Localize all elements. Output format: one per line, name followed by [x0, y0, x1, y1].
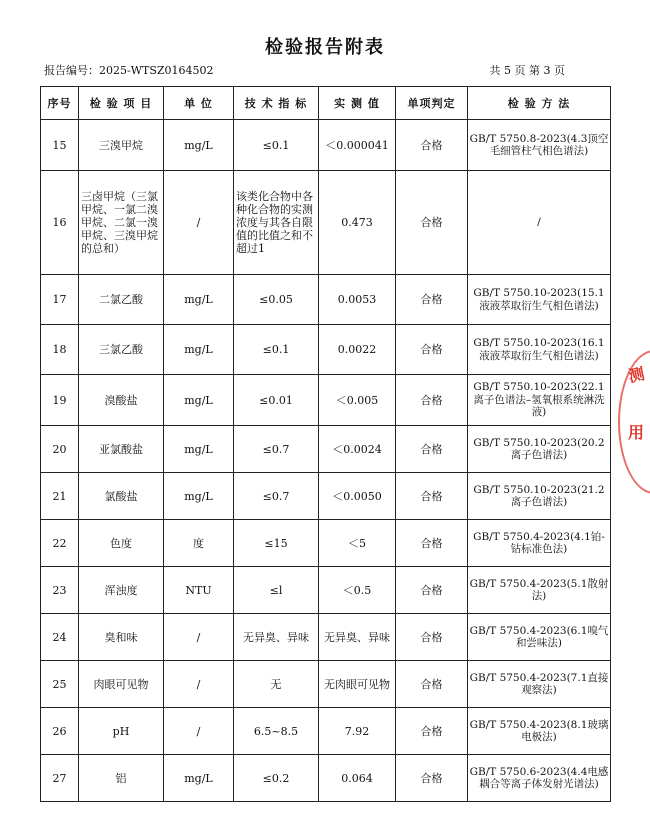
row-item: 色度: [79, 520, 164, 567]
row-method: GB/T 5750.10-2023(22.1离子色谱法–氢氧根系统淋洗液): [468, 375, 611, 426]
row-spec: ≤0.2: [234, 755, 319, 802]
row-method: GB/T 5750.4-2023(6.1嗅气和尝味法): [468, 614, 611, 661]
row-no: 18: [41, 325, 79, 375]
row-unit: NTU: [164, 567, 234, 614]
header-method: 检 验 方 法: [468, 87, 611, 120]
header-spec: 技 术 指 标: [234, 87, 319, 120]
row-method: GB/T 5750.8-2023(4.3顶空毛细管柱气相色谱法): [468, 120, 611, 171]
row-item: pH: [79, 708, 164, 755]
row-result: 合格: [396, 755, 468, 802]
row-method: GB/T 5750.10-2023(21.2离子色谱法): [468, 473, 611, 520]
row-no: 20: [41, 426, 79, 473]
row-no: 24: [41, 614, 79, 661]
row-item: 臭和味: [79, 614, 164, 661]
row-value: ＜0.0024: [319, 426, 396, 473]
row-item: 三溴甲烷: [79, 120, 164, 171]
row-result: 合格: [396, 708, 468, 755]
row-spec: ≤0.05: [234, 275, 319, 325]
row-unit: mg/L: [164, 325, 234, 375]
table-row: [41, 755, 611, 802]
row-unit: /: [164, 661, 234, 708]
row-spec: ≤15: [234, 520, 319, 567]
header-value: 实 测 值: [319, 87, 396, 120]
row-value: ＜0.5: [319, 567, 396, 614]
row-result: 合格: [396, 614, 468, 661]
table-row: [41, 171, 611, 275]
row-unit: mg/L: [164, 375, 234, 426]
report-number: 报告编号：2025-WTSZ0164502: [44, 64, 214, 77]
row-spec: ≤0.1: [234, 120, 319, 171]
row-value: 0.0022: [319, 325, 396, 375]
header-result: 单项判定: [396, 87, 468, 120]
row-method: GB/T 5750.6-2023(4.4电感耦合等离子体发射光谱法): [468, 755, 611, 802]
row-value: 0.064: [319, 755, 396, 802]
row-result: 合格: [396, 520, 468, 567]
row-spec: 该类化合物中各种化合物的实测浓度与其各自限值的比值之和不超过1: [234, 171, 319, 275]
header-item: 检 验 项 目: [79, 87, 164, 120]
row-spec: ≤l: [234, 567, 319, 614]
row-result: 合格: [396, 661, 468, 708]
row-method: GB/T 5750.4-2023(8.1玻璃电极法): [468, 708, 611, 755]
row-no: 23: [41, 567, 79, 614]
table-row: [41, 120, 611, 171]
row-no: 26: [41, 708, 79, 755]
row-value: ＜0.000041: [319, 120, 396, 171]
table-row: [41, 661, 611, 708]
row-item: 氯酸盐: [79, 473, 164, 520]
row-value: ＜5: [319, 520, 396, 567]
row-unit: mg/L: [164, 473, 234, 520]
row-item: 三卤甲烷（三氯甲烷、一氯二溴甲烷、二氯一溴甲烷、三溴甲烷的总和）: [79, 171, 164, 275]
row-no: 25: [41, 661, 79, 708]
row-result: 合格: [396, 375, 468, 426]
page-info: 共 5 页 第 3 页: [489, 64, 565, 77]
table-header-row: [41, 87, 611, 120]
row-spec: ≤0.7: [234, 426, 319, 473]
row-result: 合格: [396, 120, 468, 171]
row-item: 肉眼可见物: [79, 661, 164, 708]
row-unit: mg/L: [164, 275, 234, 325]
row-value: 0.0053: [319, 275, 396, 325]
row-no: 22: [41, 520, 79, 567]
row-item: 二氯乙酸: [79, 275, 164, 325]
row-unit: /: [164, 171, 234, 275]
row-no: 21: [41, 473, 79, 520]
row-method: GB/T 5750.10-2023(20.2离子色谱法): [468, 426, 611, 473]
row-value: 无肉眼可见物: [319, 661, 396, 708]
row-no: 15: [41, 120, 79, 171]
row-method: GB/T 5750.10-2023(16.1液液萃取衍生气相色谱法): [468, 325, 611, 375]
header-unit: 单 位: [164, 87, 234, 120]
row-result: 合格: [396, 275, 468, 325]
row-no: 16: [41, 171, 79, 275]
table-row: [41, 375, 611, 426]
row-unit: 度: [164, 520, 234, 567]
row-value: 0.473: [319, 171, 396, 275]
table-row: [41, 275, 611, 325]
row-result: 合格: [396, 426, 468, 473]
row-unit: mg/L: [164, 426, 234, 473]
row-unit: mg/L: [164, 120, 234, 171]
row-result: 合格: [396, 171, 468, 275]
row-spec: 无: [234, 661, 319, 708]
stamp-glyph-top: 测: [626, 364, 647, 386]
row-result: 合格: [396, 567, 468, 614]
row-item: 三氯乙酸: [79, 325, 164, 375]
table-row: [41, 426, 611, 473]
row-no: 17: [41, 275, 79, 325]
row-method: GB/T 5750.4-2023(4.1铂-钴标准色法): [468, 520, 611, 567]
row-item: 溴酸盐: [79, 375, 164, 426]
row-method: GB/T 5750.10-2023(15.1液液萃取衍生气相色谱法): [468, 275, 611, 325]
row-spec: 6.5~8.5: [234, 708, 319, 755]
row-spec: ≤0.7: [234, 473, 319, 520]
row-method: GB/T 5750.4-2023(7.1直接观察法): [468, 661, 611, 708]
row-no: 19: [41, 375, 79, 426]
row-spec: ≤0.1: [234, 325, 319, 375]
table-row: [41, 325, 611, 375]
row-value: ＜0.0050: [319, 473, 396, 520]
table-row: [41, 520, 611, 567]
row-unit: /: [164, 708, 234, 755]
table-row: [41, 473, 611, 520]
row-value: 7.92: [319, 708, 396, 755]
table-row: [41, 708, 611, 755]
row-result: 合格: [396, 473, 468, 520]
row-spec: 无异臭、异味: [234, 614, 319, 661]
table-row: [41, 614, 611, 661]
header-no: 序号: [41, 87, 79, 120]
row-value: ＜0.005: [319, 375, 396, 426]
row-spec: ≤0.01: [234, 375, 319, 426]
results-table: [40, 86, 611, 802]
row-method: /: [468, 171, 611, 275]
row-unit: mg/L: [164, 755, 234, 802]
stamp-glyph-bottom: 用: [628, 423, 645, 442]
row-method: GB/T 5750.4-2023(5.1散射法): [468, 567, 611, 614]
row-unit: /: [164, 614, 234, 661]
row-no: 27: [41, 755, 79, 802]
row-value: 无异臭、异味: [319, 614, 396, 661]
row-result: 合格: [396, 325, 468, 375]
row-item: 亚氯酸盐: [79, 426, 164, 473]
row-item: 浑浊度: [79, 567, 164, 614]
row-item: 铝: [79, 755, 164, 802]
report-title: 检验报告附表: [265, 37, 385, 58]
table-row: [41, 567, 611, 614]
